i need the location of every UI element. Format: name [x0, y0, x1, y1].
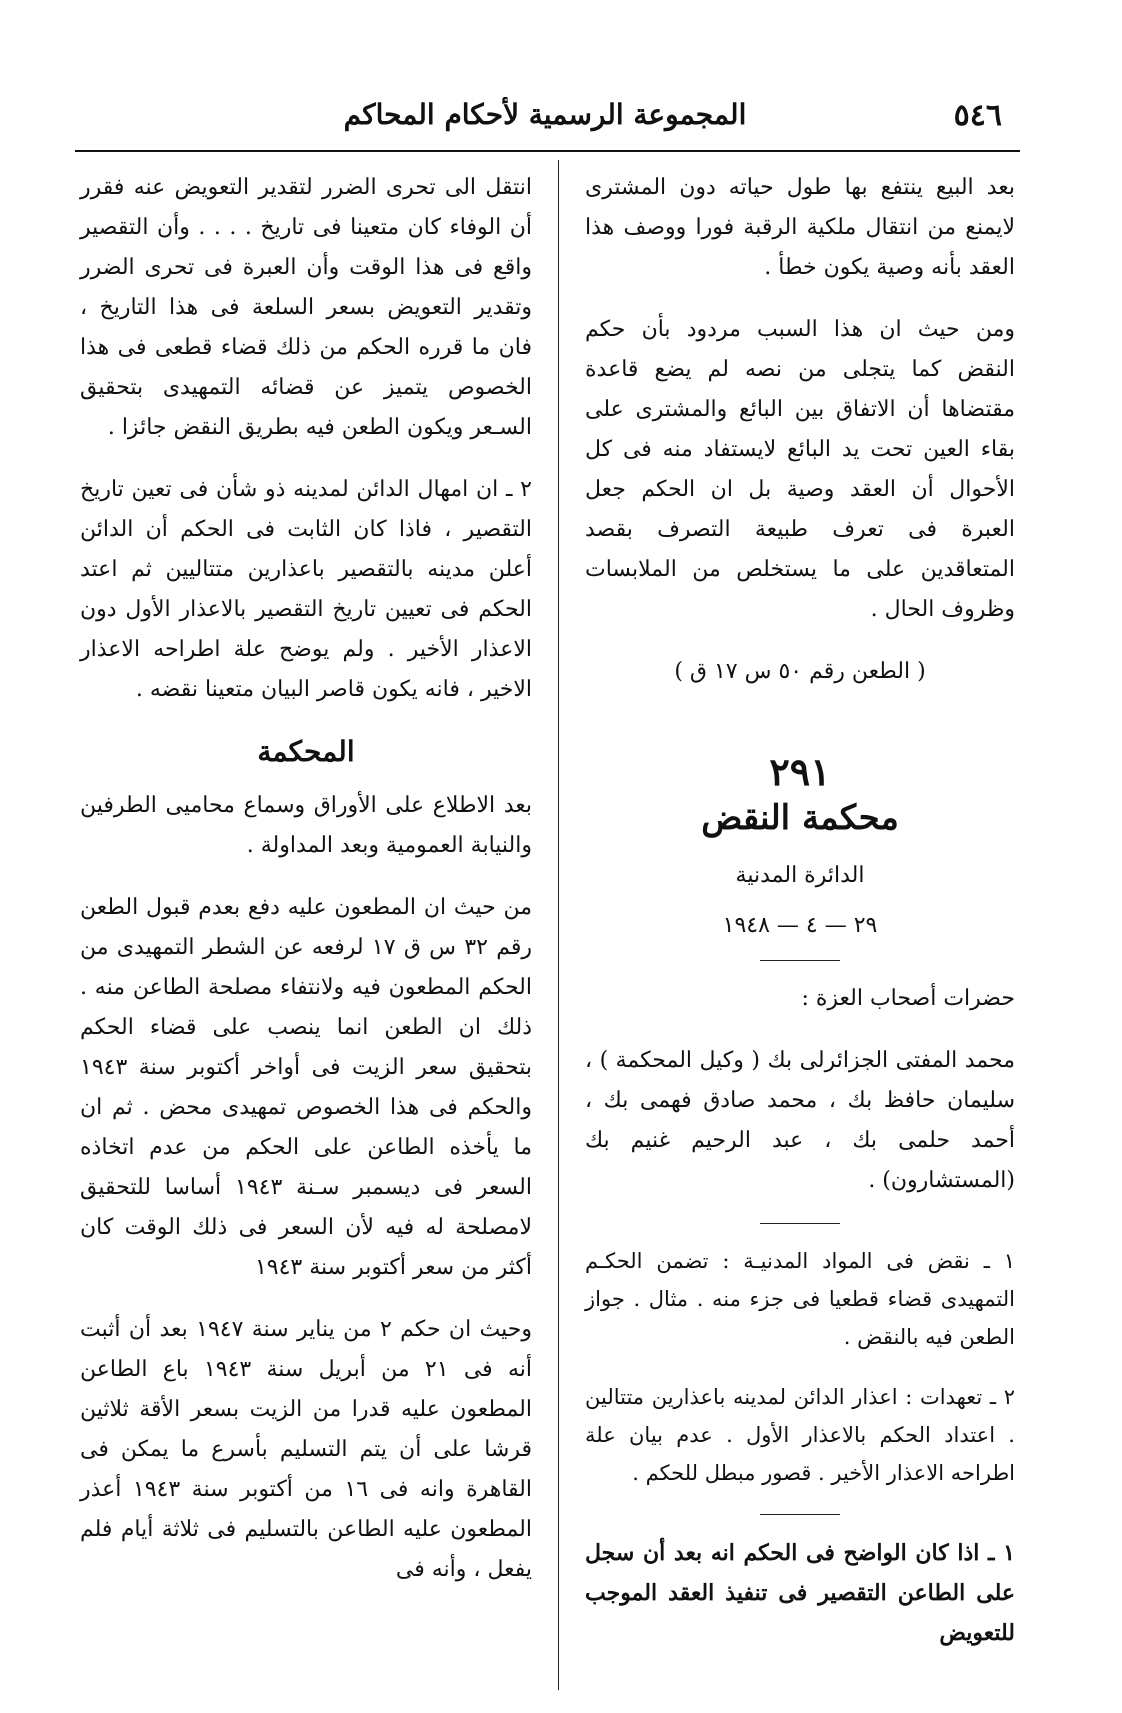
column-divider: [558, 160, 559, 1690]
running-title: المجموعة الرسمية لأحكام المحاكم: [343, 98, 747, 131]
judges-label: حضرات أصحاب العزة :: [801, 986, 1015, 1011]
page-header: [70, 88, 1020, 148]
principle-paragraph: ١ ـ اذا كان الواضح فى الحكم انه بعد أن سجل على الطاعن التقصير فى تنفيذ العقد الموجب للتعويض: [585, 1540, 1015, 1646]
right-column: [585, 168, 1015, 1675]
page-number: ٥٤٦: [953, 98, 1002, 133]
judges-list: محمد المفتى الجزائرلى بك ( وكيل المحكمة ) ، سليمان حافظ بك ، محمد صادق فهمى بك ، أحمد حلمى بك ، عبد الرحيم غنيم بك (المستشارون) .: [585, 1048, 1015, 1193]
divider: [760, 1223, 840, 1224]
paragraph: من حيث ان المطعون عليه دفع بعدم قبول الطعن رقم ٣٢ س ق ١٧ لرفعه عن الشطر التمهيدى من الحكم المطعون فيه ولانتفاء مصلحة الطاعن منه . ذلك ان الطعن انما ينصب على قضاء الحكم بتحقيق سعر الزيت فى أواخر أكتوبر سنة ١٩٤٣ والحكم فى هذا الخصوص تمهيدى محض . ثم ان ما يأخذه الطاعن على الحكم من عدم اتخاذه السعر فى ديسمبر سـنة ١٩٤٣ أساسا للتحقيق لامصلحة له فيه لأن السعر فى ذلك الوقت كان أكثر من سعر أكتوبر سنة ١٩٤٣: [80, 895, 533, 1280]
divider: [760, 960, 840, 961]
session-date: ٢٩ — ٤ — ١٩٤٨: [722, 913, 878, 938]
paragraph: بعد الاطلاع على الأوراق وسماع محاميى الطرفين والنيابة العمومية وبعد المداولة .: [80, 793, 532, 858]
paragraph: ومن حيث ان هذا السبب مردود بأن حكم النقض كما يتجلى من نصه لم يضع قاعدة مقتضاها أن الاتفاق بين البائع والمشترى على بقاء العين تحت يد البائع لايستفاد منه فى كل الأحوال أن العقد وصية بل ان الحكم جعل العبرة فى تعرف طبيعة التصرف بقصد المتعاقدين على ما يستخلص من الملابسات وظروف الحال .: [585, 317, 1015, 622]
paragraph: انتقل الى تحرى الضرر لتقدير التعويض عنه فقرر أن الوفاء كان متعينا فى تاريخ . . . . وأن التقصير واقع فى هذا الوقت وأن العبرة فى تحرى الضرر وتقدير التعويض بسعر السلعة فى هذا التاريخ ، فان ما قرره الحكم من ذلك قضاء قطعى فى هذا الخصوص يتميز عن قضائه التمهيدى بتحقيق السـعر ويكون الطعن فيه بطريق النقض جائزا .: [80, 175, 532, 440]
left-column: [80, 168, 532, 1612]
case-reference: ( الطعن رقم ٥٠ س ١٧ ق ): [674, 659, 926, 684]
court-name: محكمة النقض: [701, 798, 899, 838]
court-circuit: الدائرة المدنية: [735, 863, 865, 888]
summary-item: ٢ ـ تعهدات : اعذار الدائن لمدينه باعذارين متتالين . اعتداد الحكم بالاعذار الأول . عدم بيان علة اطراحه الاعذار الأخير . قصور مبطل للحكم .: [585, 1385, 1015, 1485]
decision-number: ٢٩١: [769, 749, 831, 794]
header-divider: [75, 150, 1020, 152]
section-title: المحكمة: [257, 735, 355, 768]
paragraph: بعد البيع ينتفع بها طول حياته دون المشترى لايمنع من انتقال ملكية الرقبة فورا ووصف هذا العقد بأنه وصية يكون خطأ .: [585, 175, 1015, 280]
paragraph: ٢ ـ ان امهال الدائن لمدينه ذو شأن فى تعين تاريخ التقصير ، فاذا كان الثابت فى الحكم أن الدائن أعلن مدينه بالتقصير باعذارين متتاليين ثم اعتد الحكم فى تعيين تاريخ التقصير بالاعذار الأول دون الاعذار الأخير . ولم يوضح علة اطراحه الاعذار الاخير ، فانه يكون قاصر البيان متعينا نقضه .: [80, 477, 532, 702]
divider: [760, 1514, 840, 1515]
paragraph: وحيث ان حكم ٢ من يناير سنة ١٩٤٧ بعد أن أثبت أنه فى ٢١ من أبريل سنة ١٩٤٣ باع الطاعن المطعون عليه قدرا من الزيت بسعر الأقة ثلاثين قرشا على أن يتم التسليم بأسرع ما يمكن فى القاهرة وانه فى ١٦ من أكتوبر سنة ١٩٤٣ أعذر المطعون عليه الطاعن بالتسليم فى ثلاثة أيام فلم يفعل ، وأنه فى: [80, 1317, 533, 1582]
summary-item: ١ ـ نقض فى المواد المدنيـة : تضمن الحكـم التمهيدى قضاء قطعيا فى جزء منه . مثال . جواز الطعن فيه بالنقض .: [585, 1249, 1015, 1349]
